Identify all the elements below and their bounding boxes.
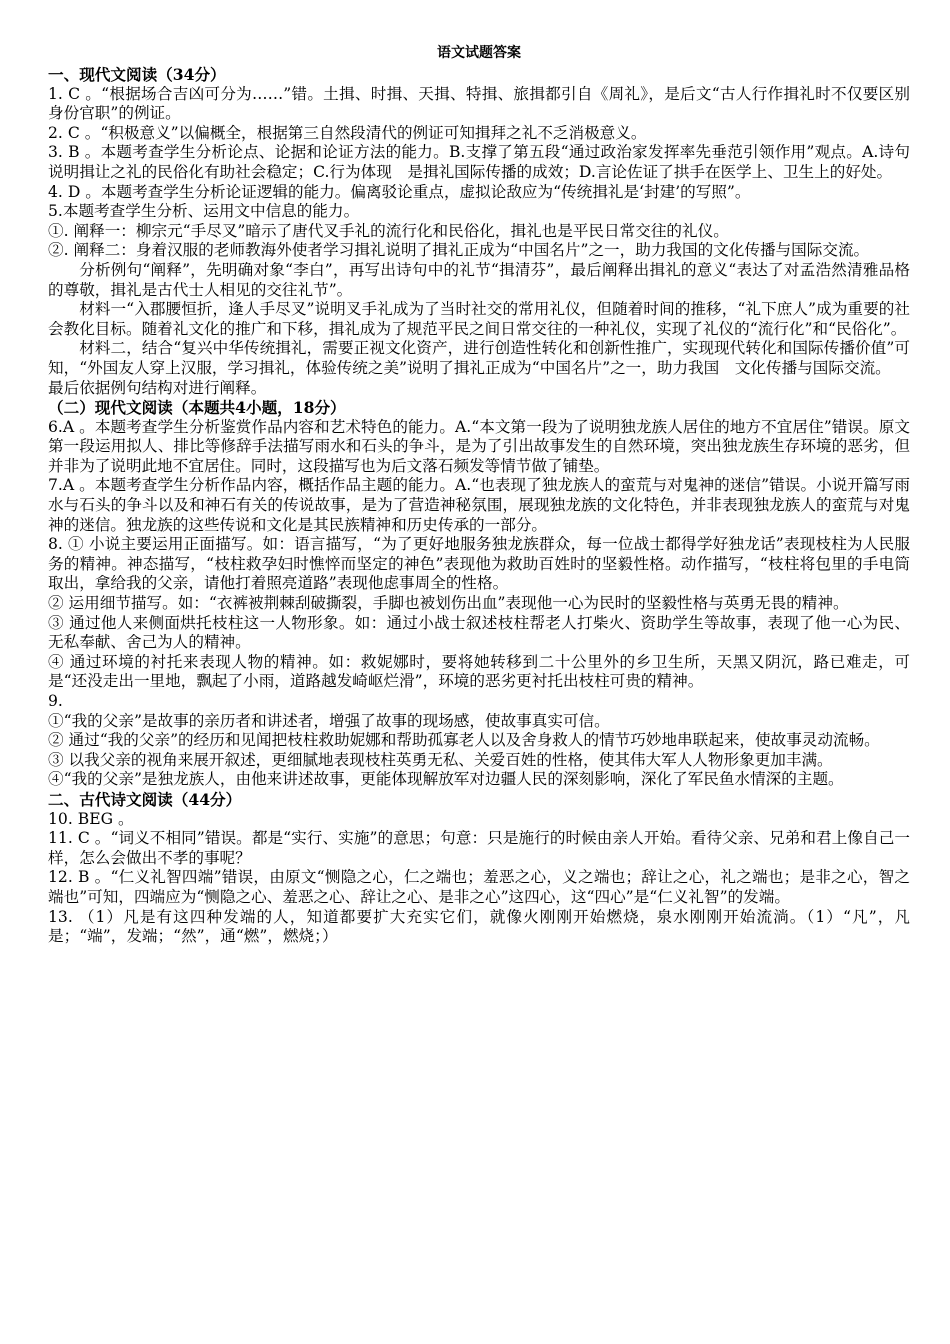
answer-paragraph: 1. C 。“根据场合吉凶可分为……”错。土揖、时揖、天揖、特揖、旅揖都引自《周礼》，是后文“古人行作揖礼时不仅要区别身份官职”的例证。 (48, 84, 910, 123)
answer-paragraph: 10. BEG 。 (48, 809, 134, 828)
answer-paragraph: 13. （1）凡是有这四种发端的人，知道都要扩大充实它们，就像火刚刚开始燃烧，泉水刚刚开始流淌。（1）“凡”，凡是；“端”，发端；“然”，通“燃”，燃烧；） (48, 907, 910, 946)
section-heading-modern-reading-2: （二）现代文阅读（本题共4小题，18分） (48, 398, 346, 418)
answer-paragraph: 8. ① 小说主要运用正面描写。如：语言描写，“为了更好地服务独龙族群众，每一位战士都得学好独龙话”表现枝柱为人民服务的精神。神态描写，“枝柱救孕妇时憔悴而坚定的神色”表现他为救助百姓时的坚毅性格。动作描写，“枝柱将包里的手电筒取出，拿给我的父亲，请他打着照亮道路”表现他虑事周全的性格。 (48, 535, 910, 593)
answer-paragraph: 11. C 。“词义不相同”错误。都是“实行、实施”的意思；句意：只是施行的时候由亲人开始。看待父亲、兄弟和君上像自己一样，怎么会做出不孝的事呢？ (48, 829, 910, 867)
answer-paragraph: ①. 阐释一：柳宗元“手尽叉”暗示了唐代叉手礼的流行化和民俗化，揖礼也是平民日常交往的礼仪。 (48, 221, 729, 240)
page-title: 语文试题答案 (437, 45, 521, 61)
answer-paragraph: 7.A 。本题考查学生分析作品内容，概括作品主题的能力。A.“也表现了独龙族人的蛮荒与对鬼神的迷信”错误。小说开篇写雨水与石头的争斗以及和神石有关的传说故事，是为了营造神秘氛围，展现独龙族的文化特色，并非表现独龙族人的蛮荒与对鬼神的迷信。独龙族的这些传说和文化是其民族精神和历史传承的一部分。 (48, 476, 910, 534)
section-heading-modern-reading: 一、现代文阅读（34分） (48, 65, 226, 84)
analysis-paragraph: 材料二，结合“复兴中华传统揖礼，需要正视文化资产，进行创造性转化和创新性推广，实现现代转化和国际传播价值”可知，“外国友人穿上汉服，学习揖礼，体验传统之美”说明了揖礼正成为“中国名片”之一，助力我国 文化传播与国际交流。 (48, 339, 910, 377)
analysis-paragraph: 材料一“入郡腰恒折，逢人手尽叉”说明叉手礼成为了当时社交的常用礼仪，但随着时间的推移，“礼下庶人”成为重要的社会教化目标。随着礼文化的推广和下移，揖礼成为了规范平民之间日常交往的一种礼仪，实现了礼仪的“流行化”和“民俗化”。 (48, 300, 910, 338)
answer-paragraph: ④“我的父亲”是独龙族人，由他来讲述故事，更能体现解放军对边疆人民的深刻影响，深化了军民鱼水情深的主题。 (48, 770, 844, 789)
answer-paragraph: 6.A 。本题考查学生分析鉴赏作品内容和艺术特色的能力。A.“本文第一段为了说明独龙族人居住的地方不宜居住”错误。原文第一段运用拟人、排比等修辞手法描写雨水和石头的争斗，是为了引出故事发生的自然环境，突出独龙族生存环境的恶劣，但并非为了说明此地不宜居住。同时，这段描写也为后文落石频发等情节做了铺垫。 (48, 417, 910, 475)
answer-paragraph: 最后依据例句结构对进行阐释。 (48, 378, 267, 397)
answer-paragraph: ② 通过“我的父亲”的经历和见闻把枝柱救助妮娜和帮助孤寡老人以及舍身救人的情节巧妙地串联起来，使故事灵动流畅。 (48, 731, 880, 750)
answer-paragraph: ①“我的父亲”是故事的亲历者和讲述者，增强了故事的现场感，使故事真实可信。 (48, 711, 610, 730)
answer-paragraph: 12. B 。“仁义礼智四端”错误，由原文“恻隐之心，仁之端也；羞恶之心，义之端也；辞让之心，礼之端也；是非之心，智之端也”可知，四端应为“恻隐之心、羞恶之心、辞让之心、是非之心”这四心，这“四心”是“仁义礼智”的发端。 (48, 868, 910, 906)
answer-paragraph: 5.本题考查学生分析、运用文中信息的能力。 (48, 202, 360, 221)
analysis-paragraph: 分析例句“阐释”，先明确对象“李白”，再写出诗句中的礼节“揖清芬”，最后阐释出揖礼的意义“表达了对孟浩然清雅品格的尊敬，揖礼是古代士人相见的交往礼节”。 (48, 260, 910, 299)
answer-paragraph: ③ 通过他人来侧面烘托枝柱这一人物形象。如：通过小战士叙述枝柱帮老人打柴火、资助学生等故事，表现了他一心为民、无私奉献、舍己为人的精神。 (48, 613, 910, 652)
answer-paragraph: ② 运用细节描写。如：“衣裤被荆棘刮破撕裂，手脚也被划伤出血”表现他一心为民时的坚毅性格与英勇无畏的精神。 (48, 594, 849, 613)
answer-paragraph: 2. C 。“积极意义”以偏概全，根据第三自然段清代的例证可知揖拜之礼不乏消极意义。 (48, 123, 647, 142)
answer-paragraph: 4. D 。本题考查学生分析论证逻辑的能力。偏离驳论重点，虚拟论敌应为“传统揖礼是‘封建’的写照”。 (48, 182, 751, 201)
answer-paragraph: ③ 以我父亲的视角来展开叙述，更细腻地表现枝柱英勇无私、关爱百姓的性格，使其伟大军人人物形象更加丰满。 (48, 750, 833, 769)
answer-paragraph: ④ 通过环境的衬托来表现人物的精神。如：救妮娜时，要将她转移到二十公里外的乡卫生所，天黑又阴沉，路已难走，可是“还没走出一里地，飘起了小雨，道路越发崎岖烂滑”，环境的恶劣更衬托出枝柱可贵的精神。 (48, 652, 910, 691)
section-heading-classical-reading: 二、古代诗文阅读（44分） (48, 789, 242, 809)
answer-paragraph: ②. 阐释二：身着汉服的老师教海外使者学习揖礼说明了揖礼正成为“中国名片”之一，助力我国的文化传播与国际交流。 (48, 241, 870, 260)
answer-paragraph: 3. B 。本题考查学生分析论点、论据和论证方法的能力。B.支撑了第五段“通过政治家发挥率先垂范引领作用”观点。A.诗句说明揖让之礼的民俗化有助社会稳定；C.行为体现 是揖礼国际传播的成效；D.言论佐证了拱手在医学上、卫生上的好处。 (48, 143, 910, 181)
answer-paragraph: 9. (48, 692, 63, 710)
